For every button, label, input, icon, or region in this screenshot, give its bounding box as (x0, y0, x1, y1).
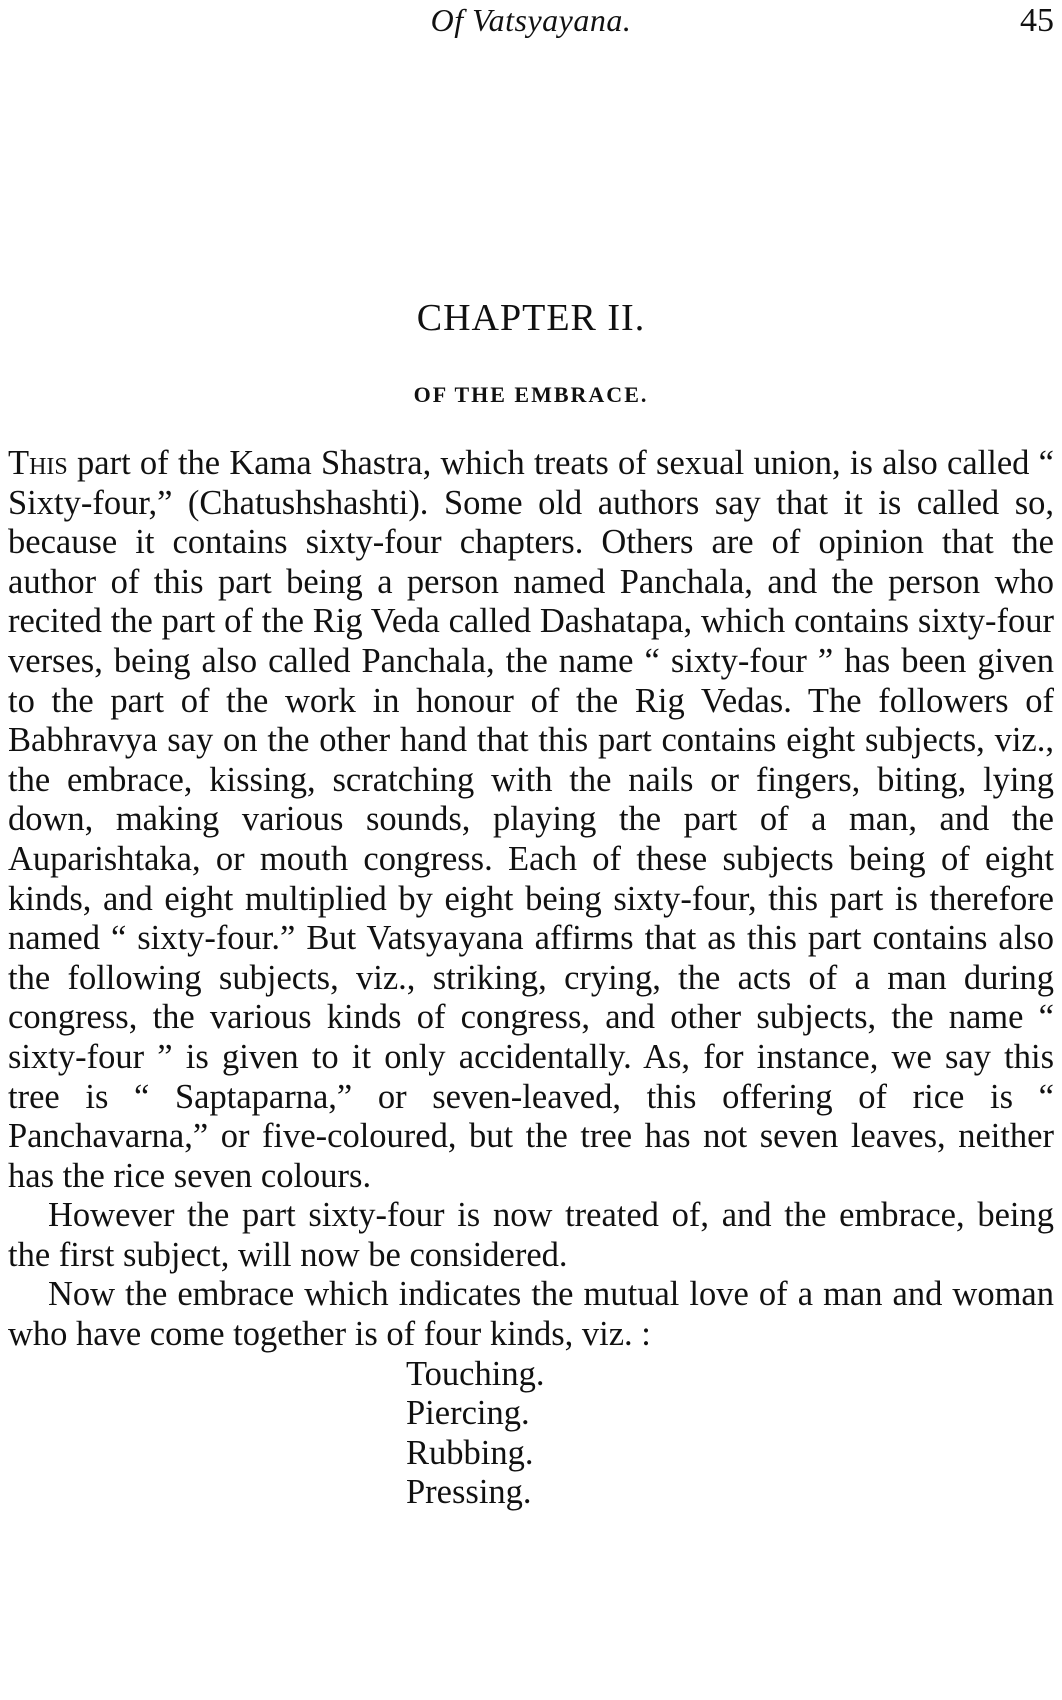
paragraph-2: However the part sixty-four is now treated of, and the embrace, being the first subject, will now be considered. (8, 1196, 1054, 1274)
embrace-kinds-list (8, 1355, 1054, 1513)
list-item: Piercing. (406, 1394, 530, 1433)
list-item: Pressing. (406, 1473, 532, 1512)
list-item: Touching. (406, 1354, 545, 1393)
running-title: Of Vatsyayana. (430, 2, 632, 38)
page-number: 45 (1020, 2, 1054, 39)
list-item: Rubbing. (406, 1433, 534, 1472)
running-head (0, 2, 1062, 46)
paragraph-3: Now the embrace which indicates the mutual love of a man and woman who have come together is of four kinds, viz. : (8, 1275, 1054, 1354)
paragraph-lead-in: This (8, 444, 68, 482)
section-title: OF THE EMBRACE. (413, 382, 649, 407)
chapter-title: CHAPTER II. (416, 297, 646, 339)
paragraph-1-text: part of the Kama Shastra, which treats of sexual union, is also called “ Sixty-four,” (Chatushshashti). Some old authors say that it is called so, because it contains sixty-four chapters. Others are of opinion that the author of this part being a person named Panchala, and the person who recited the part of the Rig Veda called Dashatapa, which contains sixty-four verses, being also called Panchala, the name “ sixty-four ” has been given to the part of the work in honour of the Rig Vedas. The followers of Babhravya say on the other hand that this part contains eight subjects, viz., the embrace, kissing, scratching with the nails or fingers, biting, lying down, making various sounds, playing the part of a man, and the Auparishtaka, or mouth congress. Each of these subjects being of eight kinds, and eight multiplied by eight being sixty-four, this part is therefore named “ sixty-four.” But Vatsyayana affirms that as this part contains also the following subjects, viz., striking, crying, the acts of a man during congress, the various kinds of congress, and other subjects, the name “ sixty-four ” is given to it only accidentally. As, for instance, we say this tree is “ Saptaparna,” or seven-leaved, this offering of rice is “ Panchavarna,” or five-coloured, but the tree has not seven leaves, neither has the rice seven colours. (8, 444, 1054, 1195)
body-text (8, 444, 1054, 1513)
paragraph-1 (8, 444, 1054, 1196)
